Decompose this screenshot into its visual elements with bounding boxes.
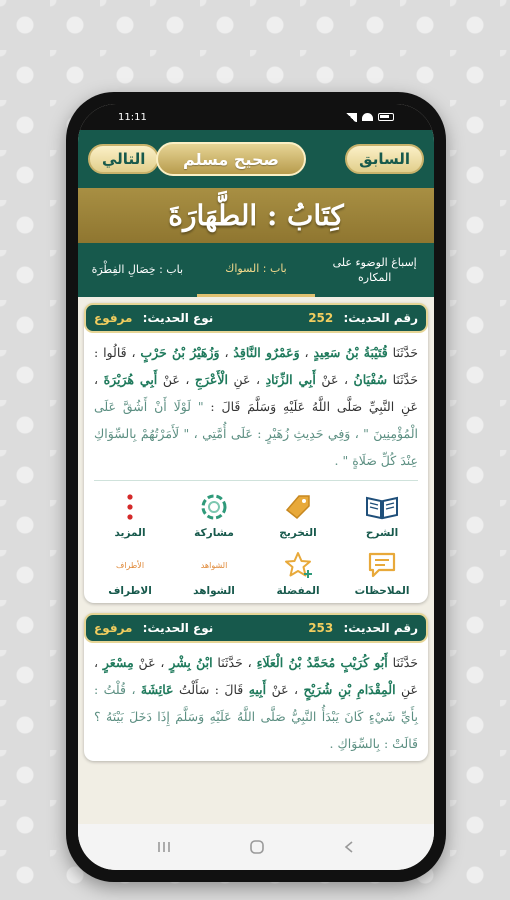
narrator-name: الْمِقْدَامِ بْنِ شُرَيْحٍ xyxy=(303,682,396,697)
hadith-type-group xyxy=(94,621,213,635)
app-screen xyxy=(78,104,434,870)
action-favorite[interactable] xyxy=(256,549,340,597)
recents-icon[interactable] xyxy=(156,840,172,854)
next-button[interactable]: التالي xyxy=(88,144,159,174)
tab-fitra[interactable]: باب : خِصَالِ الفِطْرَة xyxy=(91,263,184,277)
narrator-name: ابْنُ بِشْرٍ xyxy=(169,655,213,670)
more-icon xyxy=(110,491,150,523)
narrator-name: أَبِي الزِّنَادِ xyxy=(265,372,316,387)
narrator-name: أَبُو كُرَيْبٍ مُحَمَّدُ بْنُ الْعَلَاءِ xyxy=(256,655,388,670)
action-sharh[interactable] xyxy=(340,491,424,539)
hadith-segment: ، xyxy=(299,345,314,360)
hadith-number-group xyxy=(308,621,418,635)
book-title: صحيح مسلم xyxy=(156,142,306,176)
hadith-list[interactable] xyxy=(78,297,434,855)
hadith-card-header xyxy=(84,613,428,643)
action-label: الشواهد xyxy=(193,585,235,597)
hadith-type-label: نوع الحديث: xyxy=(142,621,214,635)
action-atraf[interactable] xyxy=(88,549,172,597)
hadith-card xyxy=(84,303,428,603)
chapter-title: كِتَابُ : الطَّهَارَةَ xyxy=(168,199,344,232)
status-bar xyxy=(78,104,434,130)
action-label: المزيد xyxy=(114,527,146,539)
hadith-segment: ، عَنِ النَّبِيِّ صَلَّى اللَّهُ عَلَيْهِ وَسَلَّمَ قَالَ : xyxy=(94,372,418,414)
top-bar xyxy=(78,130,434,188)
action-label: المفضلة xyxy=(276,585,320,597)
book-icon xyxy=(362,491,402,523)
narrator-name: أَبِيهِ xyxy=(248,682,267,697)
hadith-number: 253 xyxy=(308,621,334,635)
hadith-segment: ، حَدَّثَنَا xyxy=(212,655,257,670)
atraf-small-label: الأطراف xyxy=(115,560,145,570)
hadith-type: مرفوع xyxy=(94,311,133,325)
action-more[interactable] xyxy=(88,491,172,539)
hadith-segment: ، عَنْ xyxy=(133,655,170,670)
action-share[interactable] xyxy=(172,491,256,539)
hadith-number-label: رقم الحديث: xyxy=(343,621,418,635)
action-label: الاطراف xyxy=(108,585,152,597)
narrator-name: مِسْعَرٍ xyxy=(102,655,134,670)
action-label: الشرح xyxy=(365,527,399,539)
status-icons xyxy=(345,113,394,122)
narrator-name: عَائِشَةَ xyxy=(140,682,174,697)
hadith-quote: " لَوْلَا أَنْ أَشُقَّ عَلَى الْمُؤْمِنِينَ " ، وَفِي حَدِيثِ زُهَيْرٍ : عَلَى أُمَّتِي ، " لَأَمَرْتُهُمْ بِالسِّوَاكِ عِنْدَ كُلِّ صَلَاةٍ " . xyxy=(94,399,418,468)
narrator-name: سُفْيَانُ xyxy=(353,372,388,387)
hadith-card xyxy=(84,613,428,761)
action-label: مشاركة xyxy=(194,527,234,539)
hadith-quote: ، قُلْتُ : بِأَيِّ شَيْءٍ كَانَ يَبْدَأُ النَّبِيُّ صَلَّى اللَّهُ عَلَيْهِ وَسَلَّمَ إِذَا دَخَلَ بَيْتَهُ ؟ قَالَتْ : بِالسِّوَاكِ . xyxy=(94,682,418,751)
hadith-number: 252 xyxy=(308,311,334,325)
chapter-tabs xyxy=(78,243,434,297)
hadith-segment: ، عَنْ xyxy=(315,372,354,387)
hadith-segment: ، عَنِ xyxy=(227,372,266,387)
phone-frame xyxy=(66,92,446,882)
shawahid-small-label: الشواهد xyxy=(200,560,228,570)
hadith-text xyxy=(84,643,428,761)
hadith-segment: ، xyxy=(219,345,234,360)
prev-button[interactable]: السابق xyxy=(345,144,424,174)
narrator-name: وَعَمْرٌو النَّاقِدُ xyxy=(233,345,300,360)
star-icon xyxy=(278,549,318,581)
back-icon[interactable] xyxy=(342,840,356,854)
hadith-segment: ، عَنْ xyxy=(266,682,304,697)
share-icon xyxy=(194,491,234,523)
hadith-number-label: رقم الحديث: xyxy=(343,311,418,325)
narrator-name: الْأَعْرَجِ xyxy=(194,372,228,387)
battery-icon xyxy=(378,113,394,121)
narrator-name: قُتَيْبَةُ بْنُ سَعِيدٍ xyxy=(313,345,388,360)
action-notes[interactable] xyxy=(340,549,424,597)
hadith-segment: ، عَنِ xyxy=(94,655,418,697)
hadith-text xyxy=(84,333,428,478)
hadith-type: مرفوع xyxy=(94,621,133,635)
hadith-card-header xyxy=(84,303,428,333)
home-icon[interactable] xyxy=(249,839,265,855)
hadith-segment: حَدَّثَنَا xyxy=(387,345,419,360)
hadith-segment: حَدَّثَنَا xyxy=(387,655,418,670)
status-time: 11:11 xyxy=(118,111,147,123)
tag-icon xyxy=(278,491,318,523)
tab-siwak[interactable]: باب : السواك xyxy=(197,243,316,297)
chapter-banner xyxy=(78,188,434,243)
hadith-segment: ، قَالُوا : حَدَّثَنَا xyxy=(94,345,418,387)
signal-icon xyxy=(345,113,357,122)
narrator-name: أَبِي هُرَيْرَةَ xyxy=(103,372,158,387)
action-shawahid[interactable] xyxy=(172,549,256,597)
action-takhrij[interactable] xyxy=(256,491,340,539)
narrator-name: وَزُهَيْرُ بْنُ حَرْبٍ xyxy=(140,345,220,360)
action-label: الملاحظات xyxy=(354,585,410,597)
divider xyxy=(94,480,418,481)
hadith-number-group xyxy=(308,311,418,325)
action-label: التخريج xyxy=(279,527,317,539)
notes-icon xyxy=(362,549,402,581)
hadith-segment: قَالَ : سَأَلْتُ xyxy=(173,682,249,697)
hadith-actions xyxy=(84,483,428,603)
hadith-type-label: نوع الحديث: xyxy=(142,311,214,325)
system-nav-bar xyxy=(78,824,434,870)
atraf-icon xyxy=(110,549,150,581)
hadith-type-group xyxy=(94,311,213,325)
hadith-segment: ، عَنْ xyxy=(157,372,195,387)
shawahid-icon xyxy=(194,549,234,581)
tab-isbagh[interactable]: إسباغ الوضوء على المكاره xyxy=(332,255,417,284)
wifi-icon xyxy=(362,113,373,121)
